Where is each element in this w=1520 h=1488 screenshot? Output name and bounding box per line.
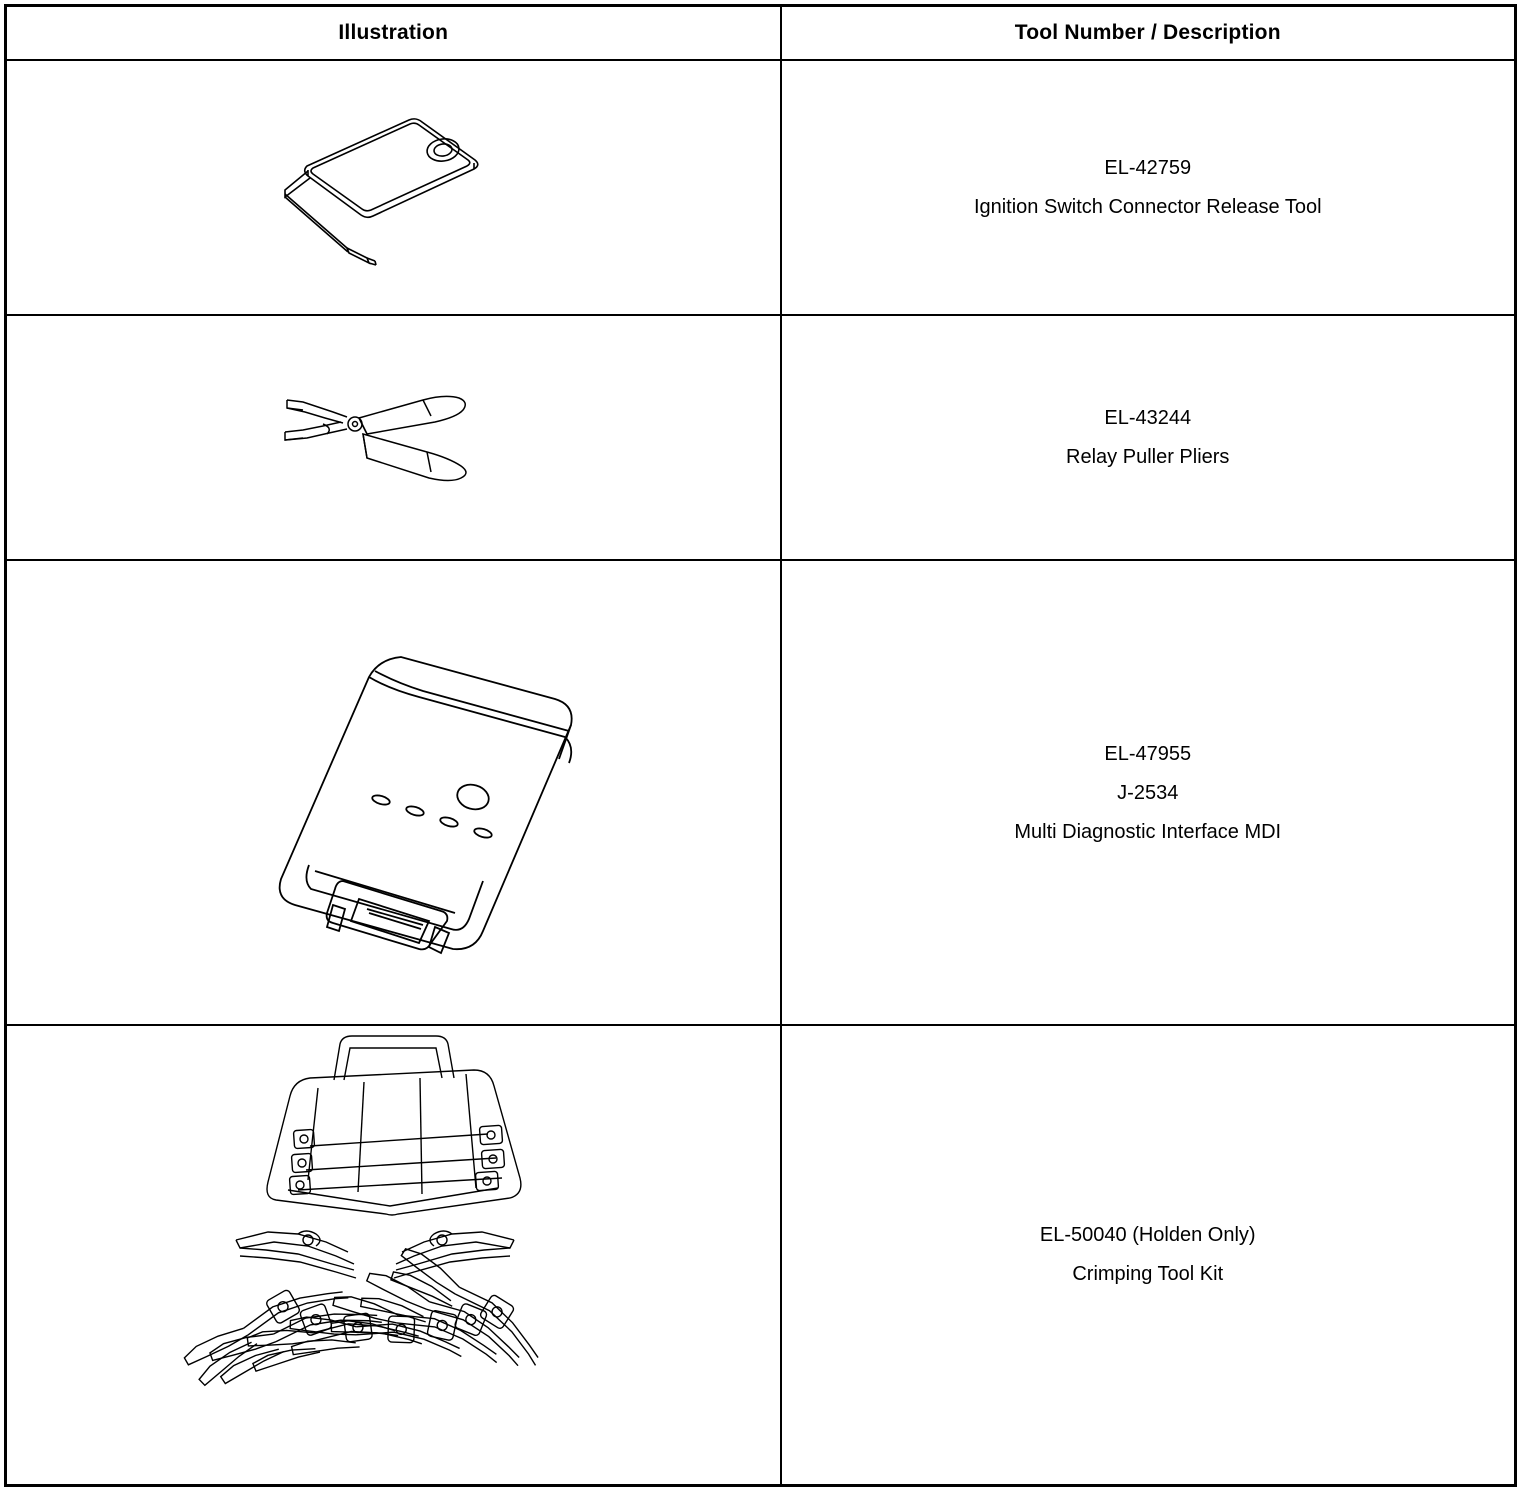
tool-number-alt: J-2534 — [1117, 781, 1179, 804]
illustration-cell — [6, 1025, 781, 1485]
column-header-illustration: Illustration — [6, 6, 781, 61]
tool-number: EL-43244 — [1104, 407, 1192, 429]
tool-number: EL-47955 — [1104, 742, 1192, 765]
crimping-tool-kit-illustration — [7, 1030, 780, 1480]
illustration-cell — [6, 560, 781, 1025]
ignition-switch-connector-release-tool-illustration — [7, 98, 780, 278]
special-tools-table — [4, 4, 1517, 1487]
tool-description: Crimping Tool Kit — [1072, 1263, 1224, 1286]
tool-description: Relay Puller Pliers — [1066, 446, 1230, 468]
table-row — [6, 60, 1516, 315]
multi-diagnostic-interface-illustration — [7, 613, 780, 973]
tool-number: EL-50040 (Holden Only) — [1039, 1224, 1256, 1247]
table-row — [6, 560, 1516, 1025]
description-cell — [781, 60, 1516, 315]
column-header-description: Tool Number / Description — [781, 6, 1516, 61]
table-row — [6, 1025, 1516, 1485]
table-header-row — [6, 6, 1516, 61]
description-cell — [781, 1025, 1516, 1485]
illustration-cell — [6, 315, 781, 560]
tool-number: EL-42759 — [1104, 157, 1192, 179]
tool-description: Ignition Switch Connector Release Tool — [973, 196, 1322, 218]
tool-description: Multi Diagnostic Interface MDI — [1014, 820, 1282, 843]
table-row — [6, 315, 1516, 560]
description-cell — [781, 560, 1516, 1025]
relay-puller-pliers-illustration — [7, 368, 780, 508]
description-cell — [781, 315, 1516, 560]
illustration-cell — [6, 60, 781, 315]
